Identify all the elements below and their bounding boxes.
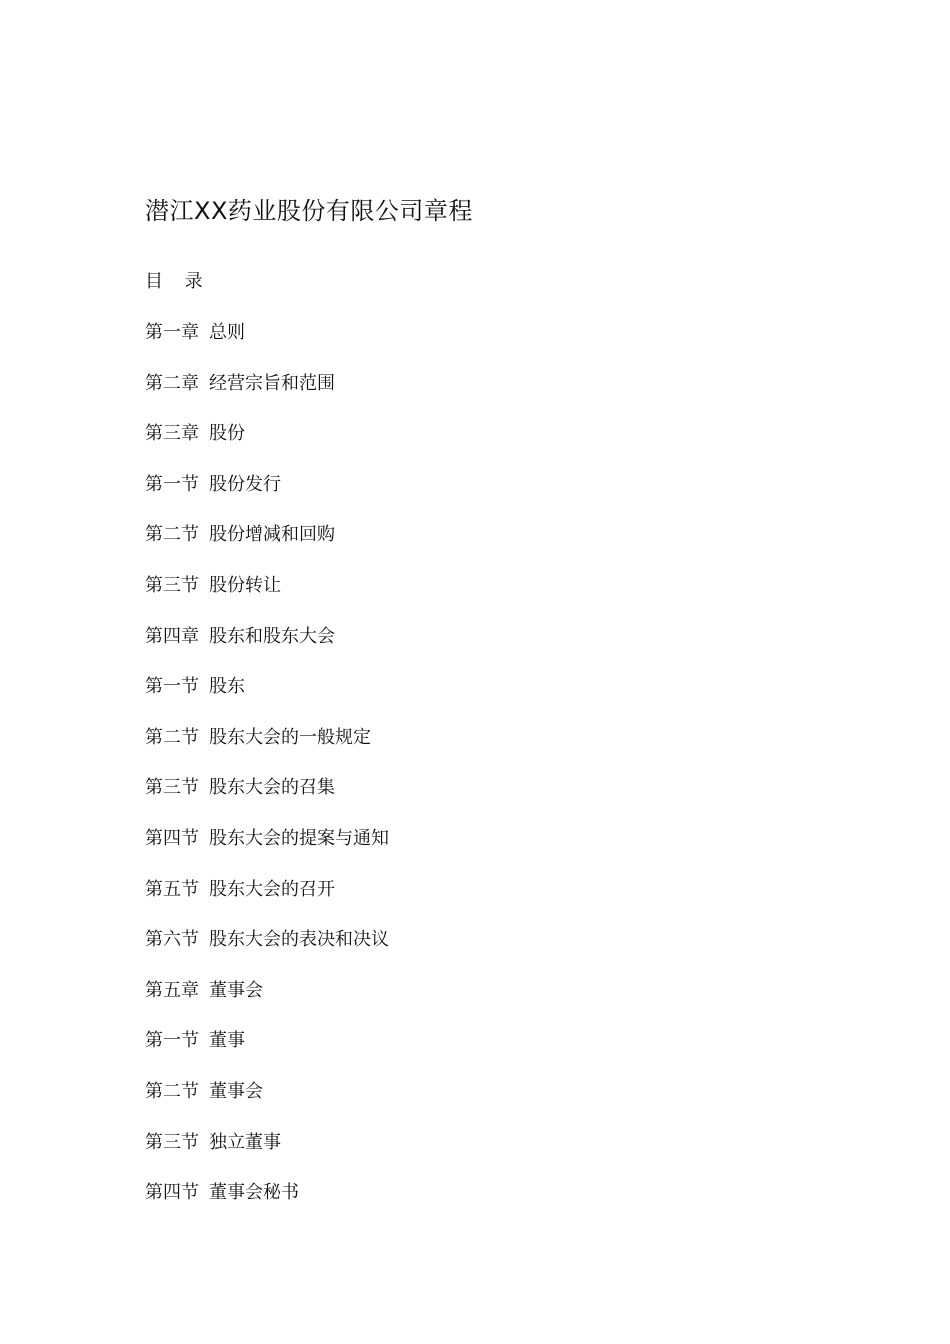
toc-item-title: 总则 bbox=[209, 322, 245, 343]
toc-item bbox=[145, 726, 389, 777]
toc-item-title: 董事会秘书 bbox=[209, 1182, 299, 1204]
toc-item-number: 第五节 bbox=[145, 878, 199, 900]
toc-item-number: 第三节 bbox=[145, 1131, 199, 1153]
toc-item-number: 第五章 bbox=[145, 979, 199, 1001]
toc-item-number: 第一节 bbox=[145, 676, 199, 698]
toc-heading: 目 录 bbox=[145, 271, 211, 292]
toc-item-title: 股东大会的一般规定 bbox=[209, 726, 371, 748]
toc-item bbox=[145, 675, 389, 726]
toc-item-title: 董事会 bbox=[209, 979, 263, 1001]
toc-item bbox=[145, 827, 389, 878]
toc-item-number: 第一节 bbox=[145, 1030, 199, 1052]
toc-item bbox=[145, 574, 389, 625]
toc-item bbox=[145, 523, 389, 574]
toc-item bbox=[145, 321, 389, 372]
toc-item-number: 第四节 bbox=[145, 1182, 199, 1204]
document-title: 潜江XX药业股份有限公司章程 bbox=[145, 197, 473, 225]
toc-item-number: 第三章 bbox=[145, 423, 199, 445]
toc-item-title: 股东和股东大会 bbox=[209, 625, 335, 647]
toc-item bbox=[145, 878, 389, 929]
toc-item bbox=[145, 473, 389, 524]
toc-item-title: 独立董事 bbox=[209, 1131, 281, 1153]
toc-item bbox=[145, 625, 389, 676]
toc-item bbox=[145, 1181, 389, 1232]
toc-item-title: 股份增减和回购 bbox=[209, 524, 335, 546]
toc-item-title: 股份转让 bbox=[209, 574, 281, 596]
toc-item bbox=[145, 1131, 389, 1182]
toc-item-title: 股东 bbox=[209, 676, 245, 698]
toc-item bbox=[145, 1080, 389, 1131]
toc-item-title: 经营宗旨和范围 bbox=[209, 372, 335, 394]
toc-item-number: 第四节 bbox=[145, 827, 199, 849]
toc-item-number: 第二节 bbox=[145, 726, 199, 748]
toc-item-number: 第六节 bbox=[145, 929, 199, 951]
toc-item bbox=[145, 1029, 389, 1080]
toc-item bbox=[145, 372, 389, 423]
toc-item-title: 董事会 bbox=[209, 1080, 263, 1102]
toc-item-number: 第一章 bbox=[145, 322, 199, 343]
toc-item bbox=[145, 422, 389, 473]
toc-item-title: 股东大会的表决和决议 bbox=[209, 929, 389, 951]
toc-item-number: 第三节 bbox=[145, 777, 199, 799]
toc-item-title: 股份发行 bbox=[209, 473, 281, 495]
toc-item-title: 股东大会的召集 bbox=[209, 777, 335, 799]
toc-item bbox=[145, 979, 389, 1030]
toc-item-number: 第一节 bbox=[145, 473, 199, 495]
toc-item-number: 第三节 bbox=[145, 574, 199, 596]
toc-item-number: 第二章 bbox=[145, 372, 199, 394]
toc-item-title: 董事 bbox=[209, 1030, 245, 1052]
toc-item-number: 第二节 bbox=[145, 524, 199, 546]
toc-item bbox=[145, 928, 389, 979]
toc-item-title: 股份 bbox=[209, 423, 245, 445]
toc-item-title: 股东大会的召开 bbox=[209, 878, 335, 900]
toc-item-number: 第四章 bbox=[145, 625, 199, 647]
toc-item-title: 股东大会的提案与通知 bbox=[209, 827, 389, 849]
toc-item-number: 第二节 bbox=[145, 1080, 199, 1102]
toc-item bbox=[145, 776, 389, 827]
table-of-contents bbox=[145, 321, 389, 1232]
